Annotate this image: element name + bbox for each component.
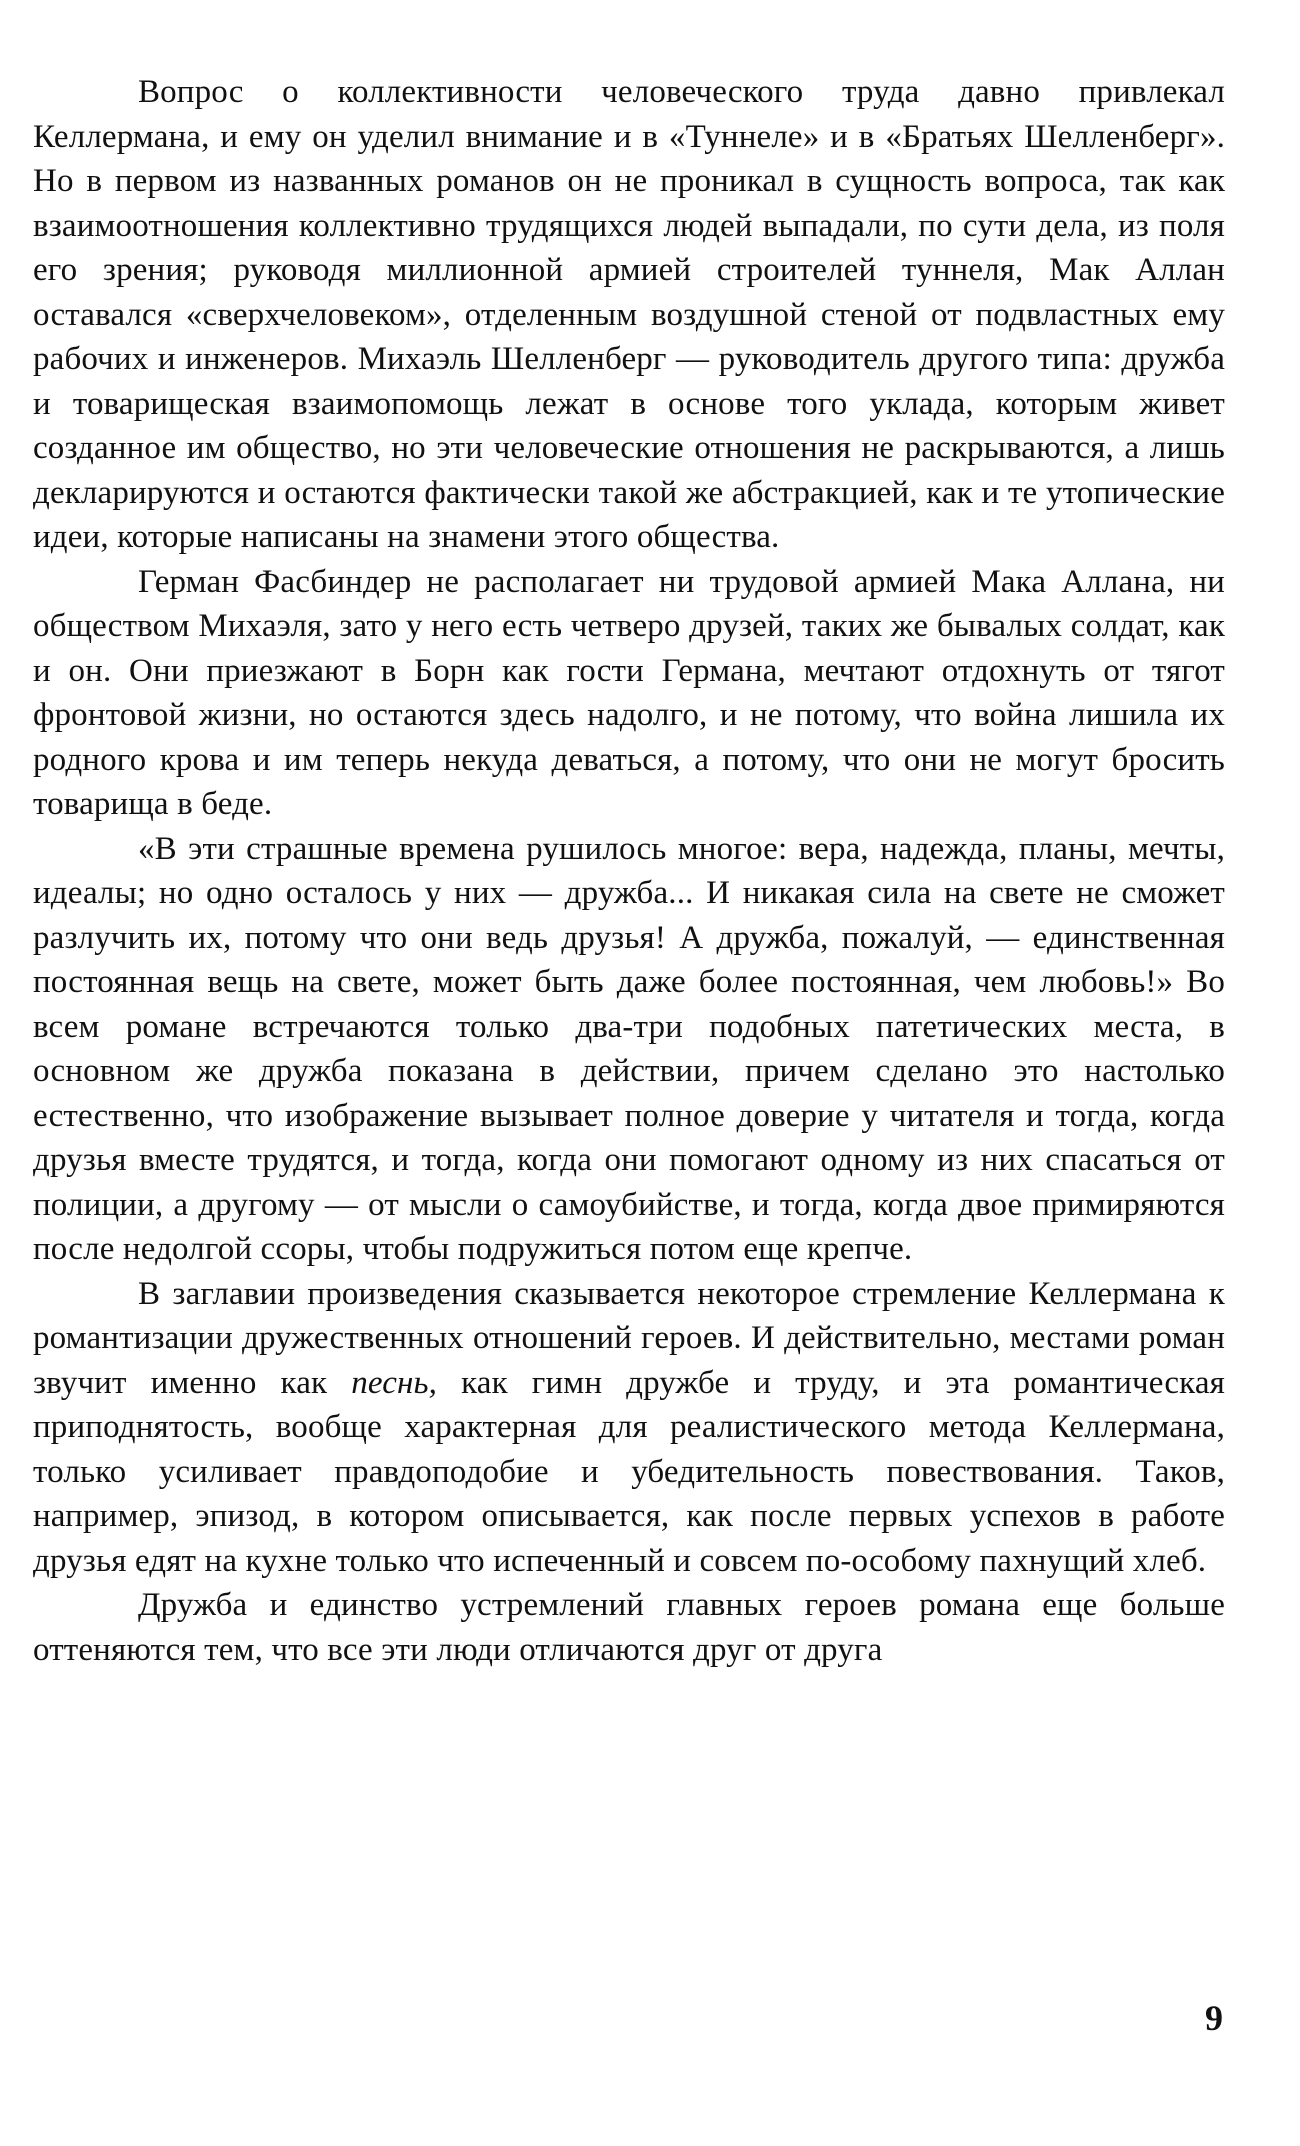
paragraph-5: Дружба и единство устремлений главных героев романа еще больше оттеняются тем, что все эти люди отличаются друг от друга [33, 1587, 1225, 1668]
paragraph-1: Вопрос о коллективности человеческого труда давно привлекал Келлермана, и ему он уделил внимание и в «Туннеле» и в «Братьях Шелленберг». Но в первом из названных романов он не проникал в сущность вопроса, так как взаимоотношения коллективно трудящихся людей выпадали, по сути дела, из поля его зрения; руководя миллионной армией строителей туннеля, Мак Аллан оставался «сверхчеловеком», отделенным воздушной стеной от подвластных ему рабочих и инженеров. Михаэль Шелленберг — руководитель другого типа: дружба и товарищеская взаимопомощь лежат в основе того уклада, которым живет созданное им общество, но эти человеческие отношения не раскрываются, а лишь декларируются и остаются фактически такой же абстракцией, как и те утопические идеи, которые написаны на знамени этого общества. [33, 74, 1225, 555]
paragraph-4-emphasis: песнь, [351, 1364, 438, 1401]
page-body [33, 70, 1225, 1672]
page-number: 9 [1205, 1998, 1223, 2038]
paragraph-4-text-end: как гимн дружбе и труду, и эта романтическая приподнятость, вообще характерная для реалистического метода Келлермана, только усиливает правдоподобие и убедительность повествования. Таков, например, эпизод, в котором описывается, как после первых успехов в работе друзья едят на кухне только что испеченный и совсем по-особому пахнущий хлеб. [33, 1364, 1225, 1579]
paragraph-2: Герман Фасбиндер не располагает ни трудовой армией Мака Аллана, ни обществом Михаэля, зато у него есть четверо друзей, таких же бывалых солдат, как и он. Они приезжают в Борн как гости Германа, мечтают отдохнуть от тягот фронтовой жизни, но остаются здесь надолго, и не потому, что война лишила их родного крова и им теперь некуда деваться, а потому, что они не могут бросить товарища в беде. [33, 563, 1225, 822]
paragraph-3: «В эти страшные времена рушилось многое: вера, надежда, планы, мечты, идеалы; но одно осталось у них — дружба... И никакая сила на свете не сможет разлучить их, потому что они ведь друзья! А дружба, пожалуй, — единственная постоянная вещь на свете, может быть даже более постоянная, чем любовь!» Во всем романе встречаются только два-три подобных патетических места, в основном же дружба показана в действии, причем сделано это настолько естественно, что изображение вызывает полное доверие у читателя и тогда, когда друзья вместе трудятся, и тогда, когда они помогают одному из них спасаться от полиции, а другому — от мысли о самоубийстве, и тогда, когда двое примиряются после недолгой ссоры, чтобы подружиться потом еще крепче. [33, 830, 1225, 1267]
paragraph-4 [33, 1272, 1225, 1584]
paragraph-4-text-start: В заглавии произведения сказывается некоторое стремление Келлермана к романтизации дружественных отношений героев. И действительно, местами роман звучит именно как [33, 1275, 1225, 1401]
